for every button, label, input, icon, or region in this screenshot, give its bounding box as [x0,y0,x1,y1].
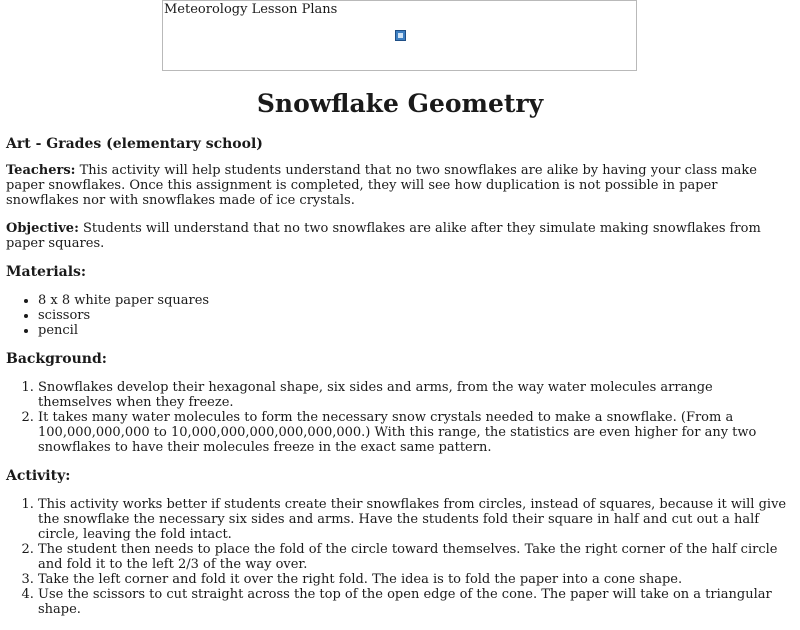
banner-title: Meteorology Lesson Plans [164,2,338,17]
activity-list [6,497,790,617]
objective-paragraph [6,221,790,251]
teachers-paragraph [6,163,790,208]
broken-image-icon[interactable] [395,30,406,41]
activity-heading: Activity: [6,468,71,484]
list-item: 1. Snowflakes develop their hexagonal shape, six sides and arms, from the way water molecules arrange themselves when they freeze. [38,380,790,410]
list-item: • pencil [38,323,790,338]
objective-label: Objective: [6,221,79,236]
lesson-content [6,136,790,630]
materials-list [6,293,790,338]
materials-heading: Materials: [6,264,87,280]
teachers-text: This activity will help students understand that no two snowflakes are alike by having your class make paper snowflakes. Once this assignment is completed, they will see how duplication is not possible in paper snowflakes nor with snowflakes made of ice crystals. [6,163,757,208]
list-item: 4. Use the scissors to cut straight across the top of the open edge of the cone. The paper will take on a triangular shape. [38,587,790,617]
objective-text: Students will understand that no two snowflakes are alike after they simulate making snowflakes from paper squares. [6,221,761,251]
background-list [6,380,790,455]
teachers-label: Teachers: [6,163,76,178]
list-item: 1. This activity works better if students create their snowflakes from circles, instead of squares, because it will give the snowflake the necessary six sides and arms. Have the students fold their square in half and cut out a half circle, leaving the fold intact. [38,497,790,542]
background-heading: Background: [6,351,107,367]
list-item: • 8 x 8 white paper squares [38,293,790,308]
list-item: 2. It takes many water molecules to form the necessary snow crystals needed to make a snowflake. (From a 100,000,000,000 to 10,000,000,000,000,000,000.) With this range, the statistics are even higher for any two snowflakes to have their molecules freeze in the exact same pattern. [38,410,790,455]
list-item: • scissors [38,308,790,323]
list-item: 3. Take the left corner and fold it over the right fold. The idea is to fold the paper into a cone shape. [38,572,790,587]
banner [162,0,637,71]
page-title: Snowflake Geometry [256,89,544,118]
list-item: 2. The student then needs to place the fold of the circle toward themselves. Take the right corner of the half circle and fold it to the left 2/3 of the way over. [38,542,790,572]
subtitle: Art - Grades (elementary school) [6,136,263,152]
